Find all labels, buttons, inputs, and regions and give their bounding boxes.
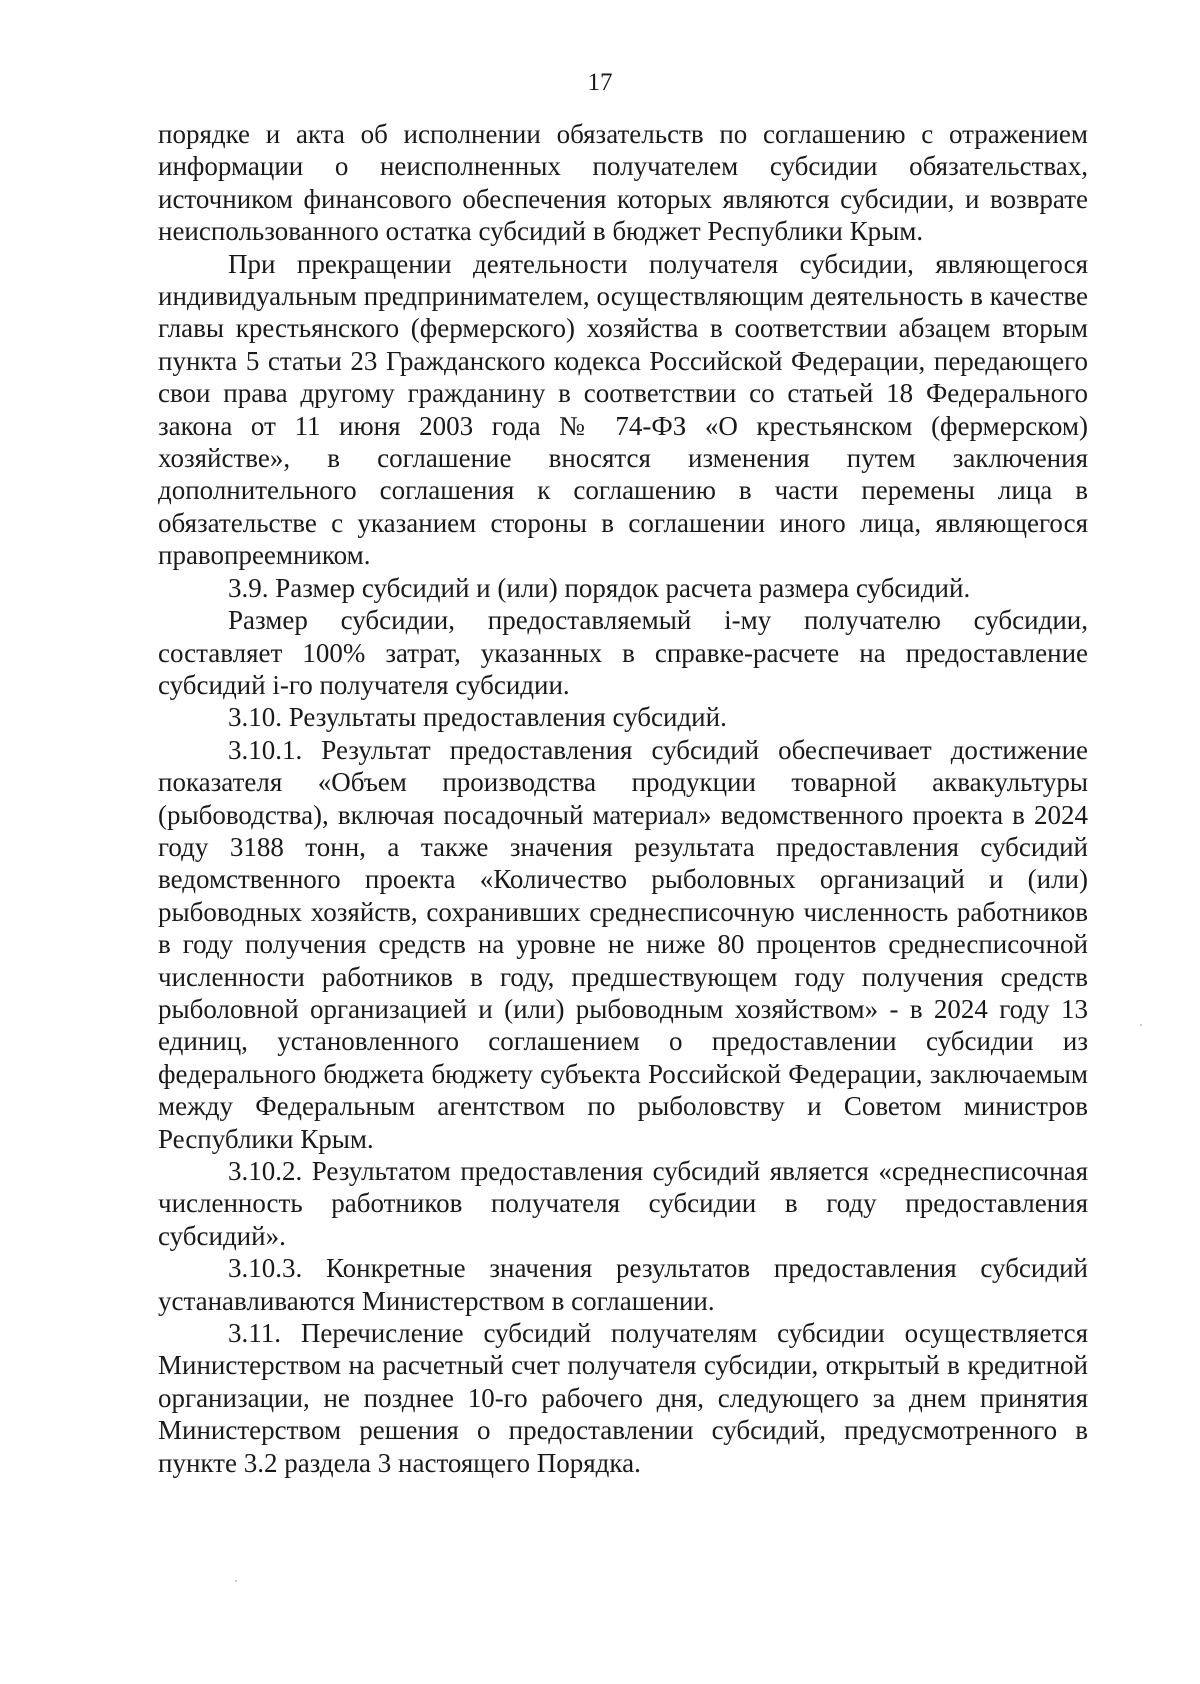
paragraph-subsidy-size: Размер субсидии, предоставляемый i-му получателю субсидии, составляет 100% затрат, указанных в справке-расчете на предоставление субсидий i-го получателя субсидии. (158, 605, 1088, 700)
paragraph-3-10-heading: 3.10. Результаты предоставления субсидий. (228, 702, 727, 733)
paragraph-3-10-1: 3.10.1. Результат предоставления субсидий обеспечивает достижение показателя «Объем производства продукции товарной аквакультуры (рыбоводства), включая посадочный материал» ведомственного проекта в 2024 году 3188 тонн, а также значения результата предоставления субсидий ведомственного проекта «Количество рыболовных организаций и (или) рыбоводных хозяйств, сохранивших среднесписочную численность работников в году получения средств на уровне не ниже 80 процентов среднесписочной численности работников в году, предшествующем году получения средств рыболовной организацией и (или) рыбоводным хозяйством» - в 2024 году 13 единиц, установленного соглашением о предоставлении субсидии из федерального бюджета бюджету субъекта Российской Федерации, заключаемым между Федеральным агентством по рыболовству и Советом министров Республики Крым. (158, 734, 1088, 1154)
paragraph-3-9-heading: 3.9. Размер субсидий и (или) порядок расчета размера субсидий. (228, 572, 971, 603)
scan-speck (1140, 1024, 1142, 1026)
paragraph-2: При прекращении деятельности получателя субсидии, являющегося индивидуальным предпринимателем, осуществляющим деятельность в качестве главы крестьянского (фермерского) хозяйства в соответствии абзацем вторым пункта 5 статьи 23 Гражданского кодекса Российской Федерации, передающего свои права другому гражданину в соответствии со статьей 18 Федерального закона от 11 июня 2003 года № 74-ФЗ «О крестьянском (фермерском) хозяйстве», в соглашение вносятся изменения путем заключения дополнительного соглашения к соглашению в части перемены лица в обязательстве с указанием стороны в соглашении иного лица, являющегося правопреемником. (158, 248, 1088, 571)
document-body (158, 118, 1088, 1479)
paragraph-1: порядке и акта об исполнении обязательств по соглашению с отражением информации о неисполненных получателем субсидии обязательствах, источником финансового обеспечения которых являются субсидии, и возврате неиспользованного остатка субсидий в бюджет Республики Крым. (158, 119, 1088, 247)
page-number: 17 (587, 69, 613, 96)
scan-speck (235, 1580, 237, 1582)
paragraph-3-10-2: 3.10.2. Результатом предоставления субсидий является «среднесписочная численность работников получателя субсидии в году предоставления субсидий». (158, 1156, 1088, 1251)
paragraph-3-10-3: 3.10.3. Конкретные значения результатов предоставления субсидий устанавливаются Министерством в соглашении. (158, 1253, 1088, 1316)
paragraph-3-11: 3.11. Перечисление субсидий получателям субсидии осуществляется Министерством на расчетный счет получателя субсидии, открытый в кредитной организации, не позднее 10-го рабочего дня, следующего за днем принятия Министерством решения о предоставлении субсидий, предусмотренного в пункте 3.2 раздела 3 настоящего Порядка. (158, 1318, 1088, 1478)
